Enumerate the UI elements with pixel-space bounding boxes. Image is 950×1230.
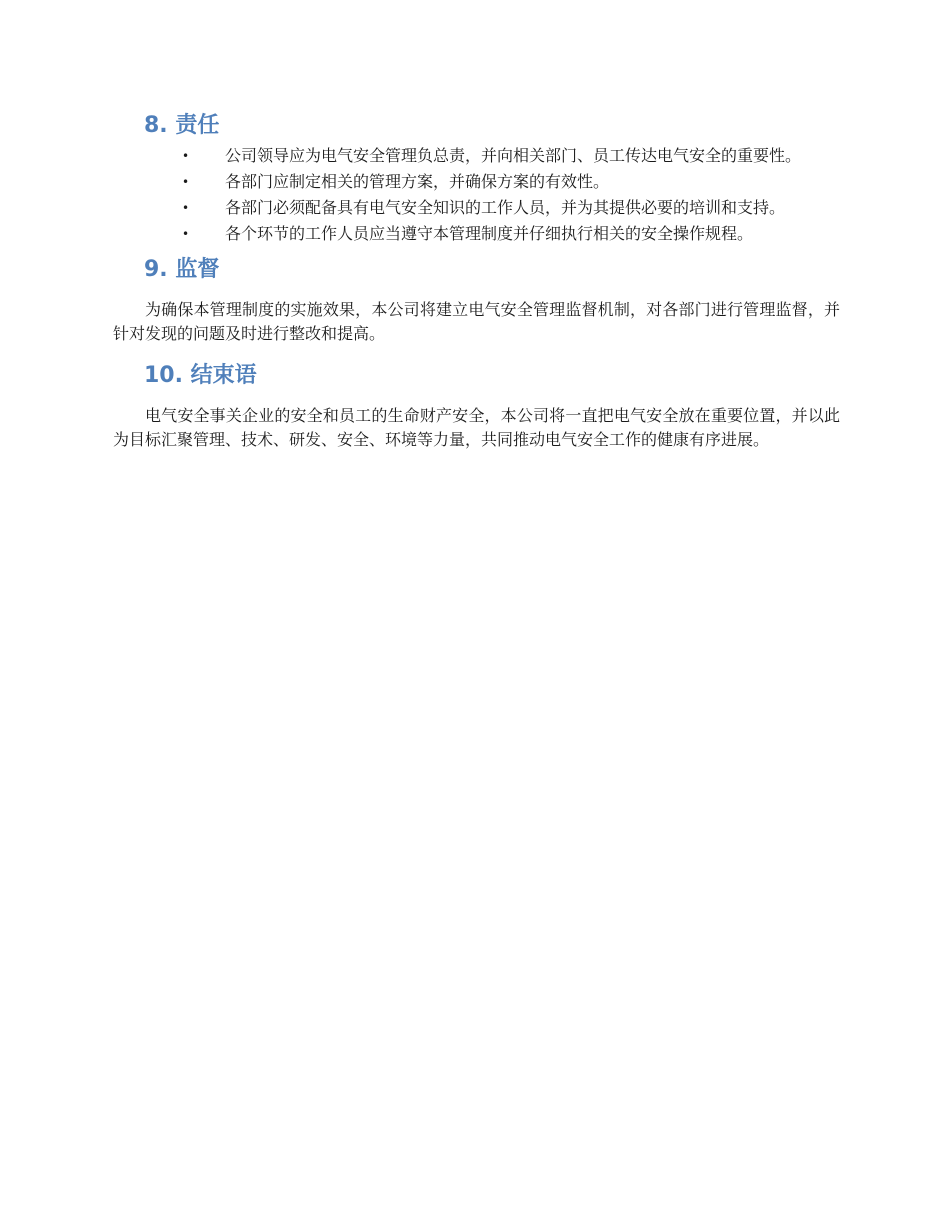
section-heading-supervision: 9. 监督 (144, 257, 220, 282)
list-item-text: 各部门应制定相关的管理方案，并确保方案的有效性。 (225, 172, 610, 191)
list-item-text: 各个环节的工作人员应当遵守本管理制度并仔细执行相关的安全操作规程。 (225, 224, 754, 243)
section-heading-responsibility: 8. 责任 (144, 113, 220, 138)
section-heading-conclusion: 10. 结束语 (144, 363, 257, 388)
list-item-text: 公司领导应为电气安全管理负总责，并向相关部门、员工传达电气安全的重要性。 (225, 146, 802, 165)
supervision-paragraph: 为确保本管理制度的实施效果，本公司将建立电气安全管理监督机制，对各部门进行管理监督，并针对发现的问题及时进行整改和提高。 (113, 300, 840, 343)
bullet-icon: • (182, 201, 190, 215)
document-content (113, 108, 840, 452)
list-item (113, 222, 840, 246)
bullet-icon: • (182, 149, 190, 163)
bullet-icon: • (182, 227, 190, 241)
list-item-text: 各部门必须配备具有电气安全知识的工作人员，并为其提供必要的培训和支持。 (225, 198, 786, 217)
list-item (113, 170, 840, 194)
responsibility-list (113, 144, 840, 246)
list-item (113, 196, 840, 220)
bullet-icon: • (182, 175, 190, 189)
list-item (113, 144, 840, 168)
conclusion-paragraph: 电气安全事关企业的安全和员工的生命财产安全，本公司将一直把电气安全放在重要位置，并以此为目标汇聚管理、技术、研发、安全、环境等力量，共同推动电气安全工作的健康有序进展。 (113, 406, 840, 449)
